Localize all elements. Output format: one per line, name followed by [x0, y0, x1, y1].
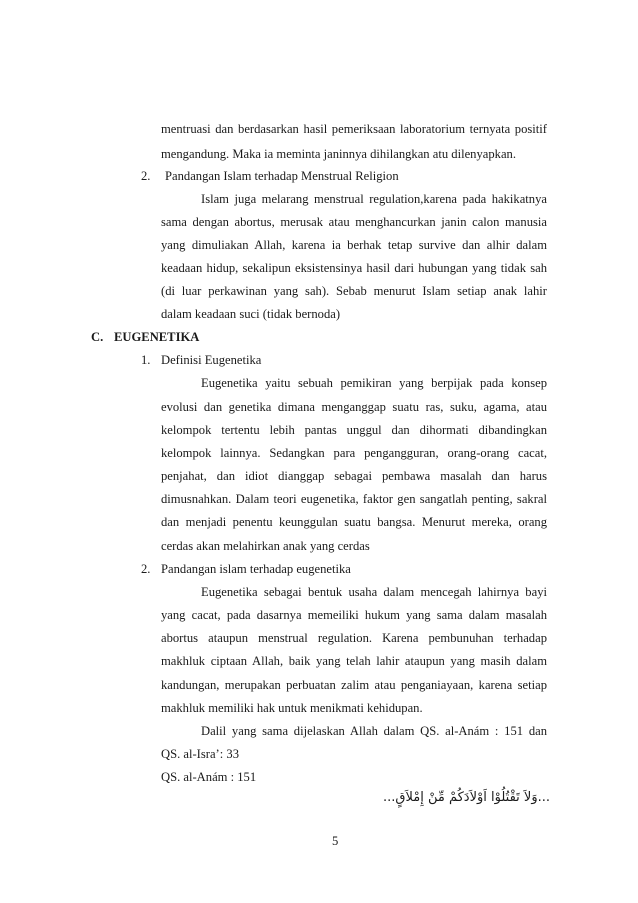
- body-text-line: QS. al-Isra’: 33: [161, 747, 239, 761]
- body-text-line: evolusi dan genetika dimana menganggap suatu ras, suku, agama, atau: [161, 400, 547, 414]
- body-text-line: mentruasi dan berdasarkan hasil pemeriksaan laboratorium ternyata positif: [161, 122, 547, 136]
- body-text-line: makhluk memiliki hak untuk menikmati kehidupan.: [161, 701, 423, 715]
- body-text-line: Dalil yang sama dijelaskan Allah dalam QS. al-Anám : 151 dan: [201, 724, 547, 738]
- body-text-line: Islam juga melarang menstrual regulation,karena pada hakikatnya: [201, 192, 547, 206]
- arabic-verse: ...وَلاَ تَقْتُلُوْا اَوْلاَدَكُمْ مِّنْ إِمْلاَقٍ...: [383, 790, 550, 805]
- body-text-line: kelompok tertentu lebih pantas unggul dan dihormati dibandingkan: [161, 423, 547, 437]
- body-text-line: penjahat, dan idiot dianggap sebagai pembawa masalah dan harus: [161, 469, 547, 483]
- body-text-line: (di luar perkawinan yang sah). Sebab menurut Islam setiap anak lahir: [161, 284, 547, 298]
- body-text-line: dan menjadi penentu keunggulan suatu bangsa. Menurut mereka, orang: [161, 515, 547, 529]
- list-number: 2.: [141, 562, 151, 576]
- list-number: 2.: [141, 169, 151, 183]
- body-text-line: dalam keadaan suci (tidak bernoda): [161, 307, 341, 321]
- body-text-line: abortus ataupun menstrual regulation. Karena pembunuhan terhadap: [161, 631, 547, 645]
- section-label: C.: [91, 330, 104, 344]
- subsection-heading: Definisi Eugenetika: [161, 353, 262, 367]
- body-text-line: dimusnahkan. Dalam teori eugenetika, faktor gen sangatlah penting, sakral: [161, 492, 547, 506]
- body-text-line: Eugenetika yaitu sebuah pemikiran yang berpijak pada konsep: [201, 376, 547, 390]
- body-text-line: mengandung. Maka ia meminta janinnya dihilangkan atu dilenyapkan.: [161, 147, 516, 161]
- body-text-line: Eugenetika sebagai bentuk usaha dalam mencegah lahirnya bayi: [201, 585, 547, 599]
- body-text-line: kandungan, merupakan perbuatan zalim atau penganiayaan, karena setiap: [161, 678, 547, 692]
- body-text-line: makhluk ciptaan Allah, baik yang telah lahir ataupun yang masih dalam: [161, 654, 547, 668]
- list-number: 1.: [141, 353, 151, 367]
- body-text-line: QS. al-Anám : 151: [161, 770, 257, 784]
- body-text-line: kelompok lainnya. Sedangkan para pengangguran, orang-orang cacat,: [161, 446, 547, 460]
- body-text-line: yang dimuliakan Allah, karena ia berhak tetap survive dan alhir dalam: [161, 238, 547, 252]
- body-text-line: cerdas akan melahirkan anak yang cerdas: [161, 539, 370, 553]
- subsection-heading: Pandangan islam terhadap eugenetika: [161, 562, 351, 576]
- body-text-line: yang cacat, pada dasarnya memeiliki hukum yang sama dalam masalah: [161, 608, 547, 622]
- body-text-line: sama dengan abortus, merusak atau menghancurkan janin calon manusia: [161, 215, 547, 229]
- page-number: 5: [332, 834, 339, 848]
- section-title: EUGENETIKA: [114, 330, 200, 344]
- body-text-line: keadaan hidup, sekalipun eksistensinya hasil dari hubungan yang tidak sah: [161, 261, 547, 275]
- subsection-heading: Pandangan Islam terhadap Menstrual Religion: [165, 169, 399, 183]
